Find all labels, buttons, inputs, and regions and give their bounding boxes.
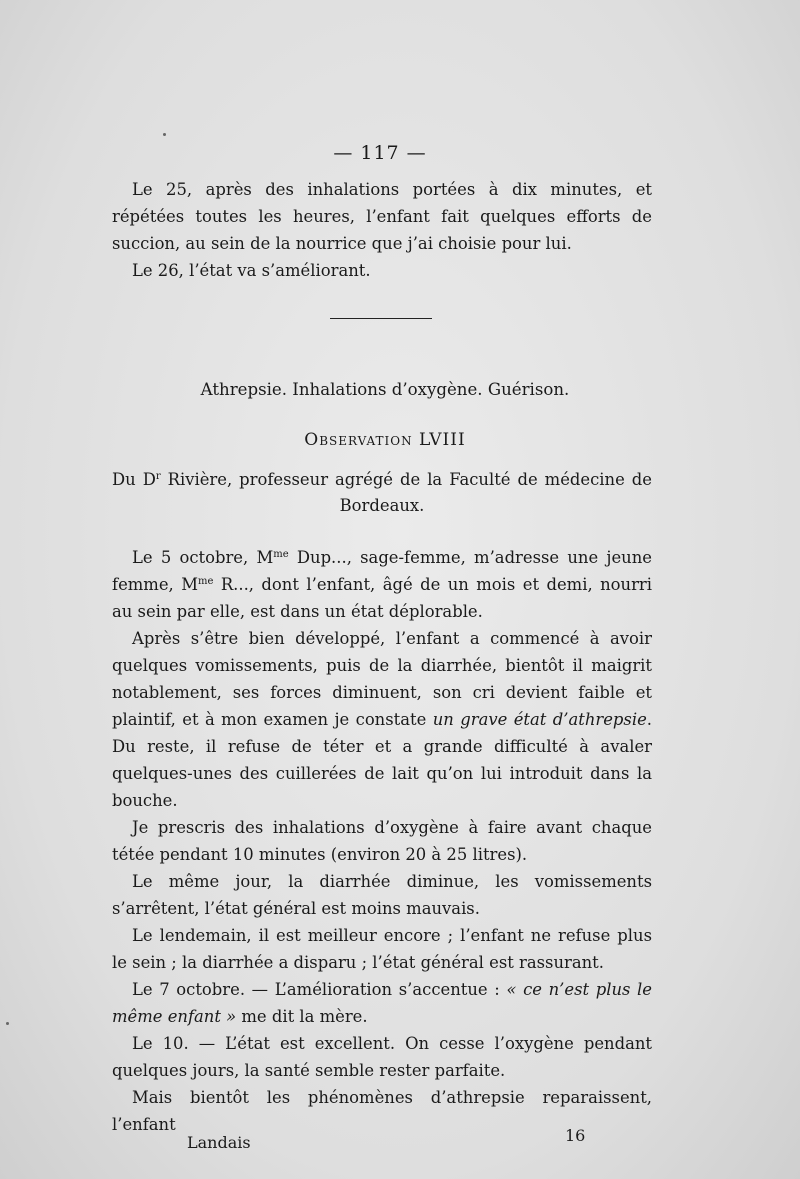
observation-author — [112, 467, 652, 519]
paragraph: Le lendemain, il est meilleur encore ; l’enfant ne refuse plus le sein ; la diarrhée a disparu ; l’état général est rassurant. — [112, 926, 652, 972]
paragraph: Je prescris des inhalations d’oxygène à faire avant chaque tétée pendant 10 minutes (environ 20 à 25 litres). — [112, 818, 652, 864]
author-line-2: Bordeaux. — [339, 496, 425, 515]
observation-title — [0, 430, 770, 450]
quotation: « ce n’est plus le même enfant » — [112, 980, 652, 1026]
observation-number: LVIII — [419, 430, 466, 450]
paragraph: Le 26, l’état va s’améliorant. — [132, 261, 371, 280]
paragraph: Mais bientôt les phénomènes d’athrepsie reparaissent, l’enfant — [112, 1088, 652, 1134]
observation-body — [112, 544, 652, 1138]
page-number: — 117 — — [333, 142, 427, 164]
signature-mark: Landais — [187, 1133, 251, 1152]
section-divider — [330, 318, 432, 319]
paragraph: Le même jour, la diarrhée diminue, les vomissements s’arrêtent, l’état général est moins mauvais. — [112, 872, 652, 918]
intro-text — [112, 176, 652, 284]
observation-word: Observation — [304, 430, 413, 450]
paragraph: Le 10. — L’état est excellent. On cesse l’oxygène pendant quelques jours, la santé semble rester parfaite. — [112, 1034, 652, 1080]
author-line: Du $D^r$ Rivière, professeur agrégé de la Faculté de médecine de — [112, 470, 652, 489]
paragraph: Le 7 octobre. — L’amélioration s’accentue : « ce n’est plus le même enfant » me dit la mère. — [112, 980, 652, 1026]
emphasis: un grave état d’athrepsie — [432, 710, 647, 729]
gathering-number: 16 — [565, 1126, 586, 1145]
scan-speck — [6, 1022, 9, 1025]
section-heading: Athrepsie. Inhalations d’oxygène. Guérison. — [200, 380, 570, 399]
scan-speck — [163, 133, 166, 136]
paragraph: Le 5 octobre, $M^{me}$ Dup..., sage-femme, m’adresse une jeune femme, $M^{me}$ R..., dont l’enfant, âgé de un mois et demi, nourri au sein par elle, est dans un état déplorable. — [112, 548, 652, 621]
paragraph: Le 25, après des inhalations portées à dix minutes, et répétées toutes les heures, l’enfant fait quelques efforts de succion, au sein de la nourrice que j’ai choisie pour lui. — [112, 180, 652, 253]
paragraph: Après s’être bien développé, l’enfant a commencé à avoir quelques vomissements, puis de la diarrhée, bientôt il maigrit notablement, ses forces diminuent, son cri devient faible et plaintif, et à mon examen je constate un grave état d’athrepsie. Du reste, il refuse de téter et a grande difficulté à avaler quelques-unes des cuillerées de lait qu’on lui introduit dans la bouche. — [112, 629, 652, 810]
